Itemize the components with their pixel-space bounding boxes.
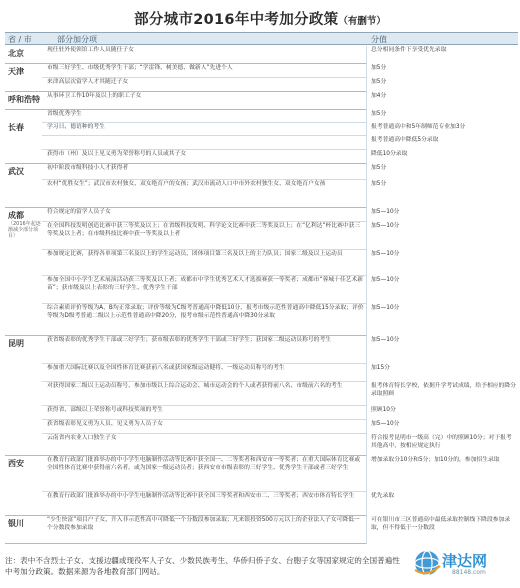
policy-cell: 获省级表彰见义勇为人员、见义勇为人员子女 (42, 420, 366, 434)
points-cell: 加5—10分 (366, 336, 518, 364)
policy-cell: 学习日、德语种的考生 (42, 123, 366, 136)
policy-cell: 参加重大国际比赛以及全国性体育比赛获前八名或获国家级运动健将、一级运动员称号的考生 (42, 364, 366, 382)
policy-cell (42, 136, 366, 150)
points-cell: 总分相同条件下享受优先录取 (366, 46, 518, 64)
points-cell: 加5分 (366, 64, 518, 78)
city-name: 天津 (8, 67, 24, 76)
points-cell: 加5—10分 (366, 420, 518, 434)
header-points: 分值 (371, 35, 387, 44)
city-note: （2016年起逐渐减少部分项目） (8, 221, 41, 239)
title-subtitle: （有删节） (338, 16, 386, 27)
watermark-name: 津达网 (442, 552, 488, 570)
points-cell: 照顾10分 (366, 406, 518, 420)
points-cell: 加15分 (366, 364, 518, 382)
points-cell: 可在银川市三区普通高中最低录取控制线下降段参加录取，但不得低于一分数段 (366, 516, 518, 544)
points-cell: 报考普通高中降低5分录取 (366, 136, 518, 150)
points-cell: 加5分 (366, 110, 518, 123)
policy-cell: 省级优秀学生 (42, 110, 366, 123)
points-cell: 加5—10分 (366, 250, 518, 276)
points-cell: 报考体育特长学校，依据升学考试成绩，给予相应的降分录取照顾 (366, 382, 518, 406)
points-cell: 加5—10分 (366, 222, 518, 250)
city-cell (5, 456, 42, 516)
policy-cell: 在教育行政部门批准举办的中小学生电脑制作活动等比赛中获全国三等奖者和西安市二、三等奖者；西安市体育特长学生 (42, 492, 366, 516)
policy-cell: 符合规定的留学人员子女 (42, 208, 366, 222)
city-cell (5, 110, 42, 164)
title-main: 部分城市2016年中考加分政策 (134, 12, 339, 28)
policy-cell: 对获得国家二级以上运动员称号、参加市级以上综合运动会、城市运动会的个人或者获得前八名、市级前六名的考生 (42, 382, 366, 406)
points-cell: 加5分 (366, 180, 518, 208)
policy-cell: 在教育行政部门批准举办的中小学生电脑制作活动等比赛中获全国一、二等奖者和西安市一等奖者；在重大国际体育比赛或全国性体育比赛中获得前六名者，或为国家一级运动员者；获西安市市级表彰的三好学生、优秀学生干部或者三好学生 (42, 456, 366, 492)
points-cell: 加5—10分 (366, 208, 518, 222)
points-cell: 报考普通高中和5年制师范专业加3分 (366, 123, 518, 136)
table-header (5, 32, 518, 45)
globe-logo-icon (412, 548, 442, 578)
points-cell: 加4分 (366, 92, 518, 110)
policy-cell: 市级三好学生、市级优秀学生干部；“学雷锋、树美德、做新人”先进个人 (42, 64, 366, 78)
points-cell: 优先录取 (366, 492, 518, 516)
policy-cell: 来津高层次留学人才其随迁子女 (42, 78, 366, 92)
points-cell: 增加录取分10分和5分；加10分的，参加招生录取 (366, 456, 518, 492)
city-name: 成都 (8, 211, 24, 220)
points-cell: 加5分 (366, 164, 518, 180)
policy-cell: 云南省内农业人口独生子女 (42, 434, 366, 456)
policy-cell: 获省级表彰的优秀学生干部或三好学生；获市级表彰的优秀学生干部或三好学生；获国家二级运动员称号的考生 (42, 336, 366, 364)
city-cell (5, 336, 42, 456)
watermark-logo (412, 546, 516, 582)
city-name: 昆明 (8, 339, 24, 348)
city-name: 武汉 (8, 167, 24, 176)
policy-cell: 在全国科技发明创造比赛中获三等奖及以上；在省级科技发明、科学论文比赛中获二等奖及以上；在“亿利达”杯比赛中获三等奖及以上者；在市级科技比赛中获一等奖及以上者 (42, 222, 366, 250)
policy-cell: 综合素质评价等级为A、B均正常录取；评价等级为C级考普通高中降低10分，报考市级示范性普通高中降低15分录取；评价等级为D级考普通二级以上示范性普通高中降20分，报考市级示范性普通高中降30分录取 (42, 304, 366, 336)
policy-cell: 初中阶段市级科技小人才获得者 (42, 164, 366, 180)
watermark-url: 88148.com (452, 569, 486, 576)
points-cell: 加5分 (366, 78, 518, 92)
points-cell: 符合报考昆明市一级高（完）中的照顾10分；对于报考其他高中，按相应规定执行 (366, 434, 518, 456)
city-cell (5, 208, 42, 336)
city-cell (5, 164, 42, 208)
policy-cell: 获得市（州）及以上见义勇为荣誉称号的人员或其子女 (42, 150, 366, 164)
city-name: 西安 (8, 459, 24, 468)
city-name: 长春 (8, 123, 24, 132)
footnote: 注：表中不含烈士子女、支援边疆或现役军人子女、少数民族考生、华侨归侨子女、台胞子女等国家规定的全国普遍性中考加分政策。数据来源为各地教育部门网站。 (5, 556, 400, 576)
header-city: 省 / 市 (8, 35, 32, 44)
policy-cell: 参加规定比赛，获得各单项第三名及以上的学生运动员、团体项目第三名及以上的主力队员；国家二级及以上运动员 (42, 250, 366, 276)
city-name: 呼和浩特 (8, 95, 40, 104)
points-cell: 加5—10分 (366, 304, 518, 336)
city-name: 银川 (8, 519, 24, 528)
policy-cell: 参加全国中小学生艺术展演活动获三等奖及以上者；成都市中学生优秀艺术人才选拔赛获一等奖者；成都市“蓉城十佳艺术新苗”；获市级及以上表彰的三好学生、优秀学生干部 (42, 276, 366, 304)
policy-cell: “少生快富”项目户子女、升入非示范性高中可降低一个分数段参加录取；凡来银投资500万元以上的企业法人子女可降低一个分数段参加录取 (42, 516, 366, 544)
points-cell: 降低10分录取 (366, 150, 518, 164)
city-cell (5, 64, 42, 92)
city-cell (5, 92, 42, 110)
city-cell (5, 516, 42, 544)
policy-cell: 农村“优胜女生”；武汉市农村独女、双女绝育户的女孩；武汉市流动人口中市外农村独生女、双女绝育户女孩 (42, 180, 366, 208)
page-title (0, 8, 520, 29)
city-name: 北京 (8, 49, 24, 58)
city-cell (5, 46, 42, 64)
policy-cell: 现任驻外使领馆工作人员随任子女 (42, 46, 366, 64)
header-policy: 部分加分项 (57, 35, 97, 44)
policy-cell: 从事环卫工作10年及以上的职工子女 (42, 92, 366, 110)
points-cell: 加5—10分 (366, 276, 518, 304)
policy-cell: 获得省、部级以上荣誉称号或科技奖项的考生 (42, 406, 366, 420)
